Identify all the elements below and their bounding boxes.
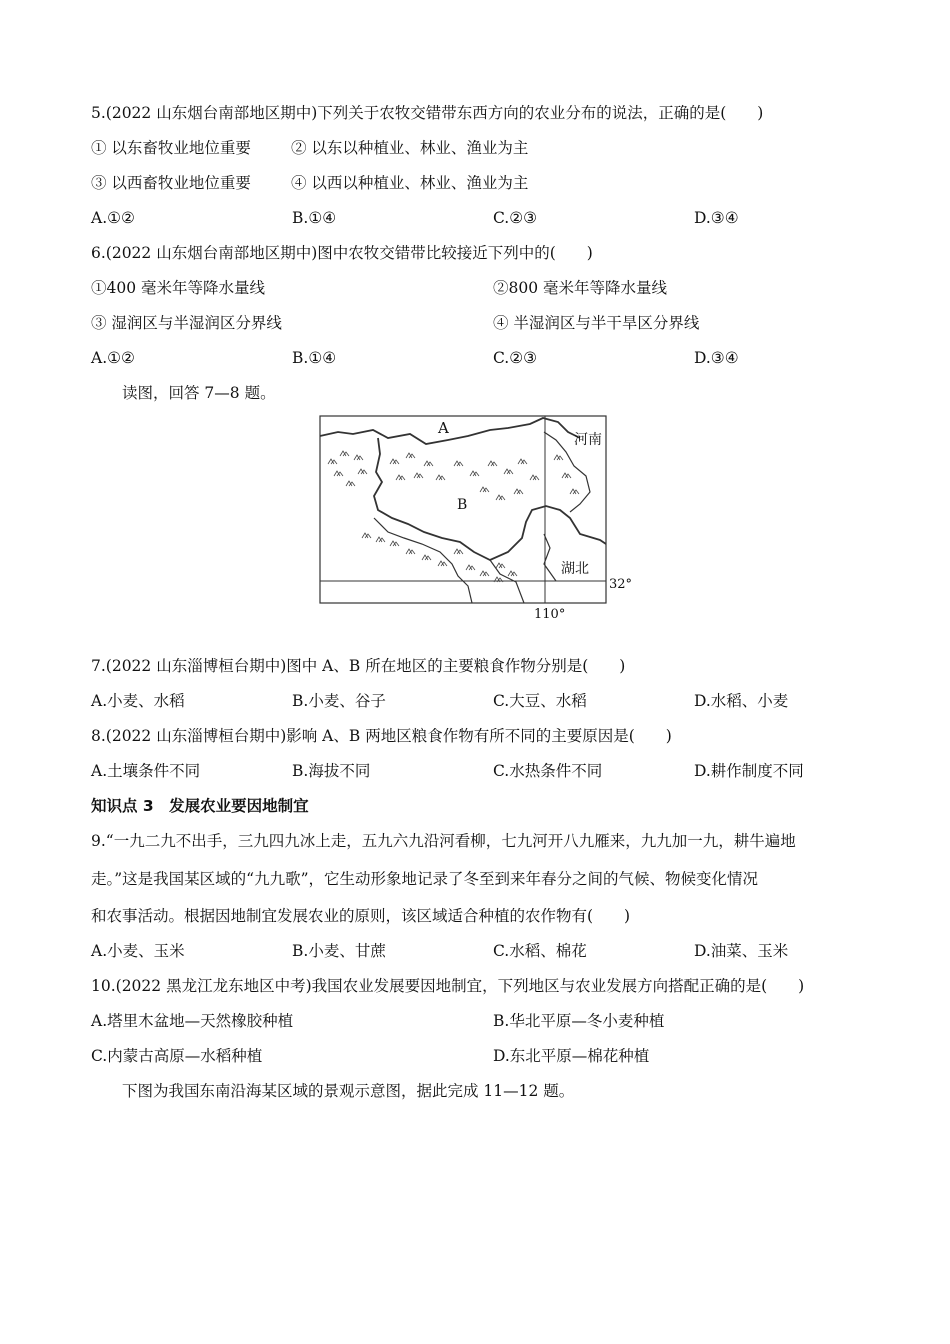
q6-item-3: ③ 湿润区与半湿润区分界线 <box>91 314 282 332</box>
q7-option-a: A.小麦、水稻 <box>91 692 185 710</box>
map-label-lat: 32° <box>609 577 633 592</box>
intro-11-12: 下图为我国东南沿海某区域的景观示意图，据此完成 11—12 题。 <box>122 1082 575 1100</box>
q5-option-b: B.①④ <box>292 209 337 227</box>
q10-option-b: B.华北平原—冬小麦种植 <box>493 1012 665 1030</box>
q9-option-d: D.油菜、玉米 <box>694 942 789 960</box>
map-label-a: A <box>438 419 449 437</box>
q5-option-d: D.③④ <box>694 209 739 227</box>
q8-stem: 8.(2022 山东淄博桓台期中)影响 A、B 两地区粮食作物有所不同的主要原因是( ) <box>91 727 672 745</box>
q5-option-a: A.①② <box>91 209 135 227</box>
q8-option-c: C.水热条件不同 <box>493 762 603 780</box>
q7-stem: 7.(2022 山东淄博桓台期中)图中 A、B 所在地区的主要粮食作物分别是( ) <box>91 657 626 675</box>
q6-option-b: B.①④ <box>292 349 337 367</box>
q9-line-2: 走。”这是我国某区域的“九九歌”，它生动形象地记录了冬至到来年春分之间的气候、物候变化情况 <box>91 870 759 888</box>
map-label-henan: 河南 <box>574 432 602 448</box>
q8-option-a: A.土壤条件不同 <box>91 762 201 780</box>
q9-option-a: A.小麦、玉米 <box>91 942 185 960</box>
q10-option-a: A.塔里木盆地—天然橡胶种植 <box>91 1012 294 1030</box>
q5-item-2: ② 以东以种植业、林业、渔业为主 <box>291 139 529 157</box>
q6-option-c: C.②③ <box>493 349 538 367</box>
regional-map <box>318 414 638 624</box>
section-3-heading: 知识点 3 发展农业要因地制宜 <box>91 797 309 815</box>
q9-line-1: 9.“一九二九不出手，三九四九冰上走，五九六九沿河看柳，七九河开八九雁来，九九加一九，耕牛遍地 <box>91 832 796 850</box>
q10-option-c: C.内蒙古高原—水稻种植 <box>91 1047 263 1065</box>
q9-option-c: C.水稻、棉花 <box>493 942 587 960</box>
q10-option-d: D.东北平原—棉花种植 <box>493 1047 650 1065</box>
q8-option-d: D.耕作制度不同 <box>694 762 804 780</box>
q5-item-1: ① 以东畜牧业地位重要 <box>91 139 251 157</box>
q6-item-4: ④ 半湿润区与半干旱区分界线 <box>493 314 700 332</box>
q8-option-b: B.海拔不同 <box>292 762 371 780</box>
q9-option-b: B.小麦、甘蔗 <box>292 942 386 960</box>
q5-item-3: ③ 以西畜牧业地位重要 <box>91 174 251 192</box>
q7-option-d: D.水稻、小麦 <box>694 692 789 710</box>
q7-option-c: C.大豆、水稻 <box>493 692 587 710</box>
q5-stem: 5.(2022 山东烟台南部地区期中)下列关于农牧交错带东西方向的农业分布的说法，正确的是( ) <box>91 104 764 122</box>
map-label-hubei: 湖北 <box>561 561 589 577</box>
q7-option-b: B.小麦、谷子 <box>292 692 386 710</box>
map-label-b: B <box>457 497 468 513</box>
q6-option-d: D.③④ <box>694 349 739 367</box>
q6-item-1: ①400 毫米年等降水量线 <box>91 279 266 297</box>
q6-item-2: ②800 毫米年等降水量线 <box>493 279 668 297</box>
q6-option-a: A.①② <box>91 349 135 367</box>
q10-stem: 10.(2022 黑龙江龙东地区中考)我国农业发展要因地制宜，下列地区与农业发展方向搭配正确的是( ) <box>91 977 805 995</box>
intro-7-8: 读图，回答 7—8 题。 <box>122 384 276 402</box>
q6-stem: 6.(2022 山东烟台南部地区期中)图中农牧交错带比较接近下列中的( ) <box>91 244 593 262</box>
q5-item-4: ④ 以西以种植业、林业、渔业为主 <box>291 174 529 192</box>
q9-line-3: 和农事活动。根据因地制宜发展农业的原则，该区域适合种植的农作物有( ) <box>91 907 631 925</box>
q5-option-c: C.②③ <box>493 209 538 227</box>
map-label-lon: 110° <box>534 607 566 622</box>
